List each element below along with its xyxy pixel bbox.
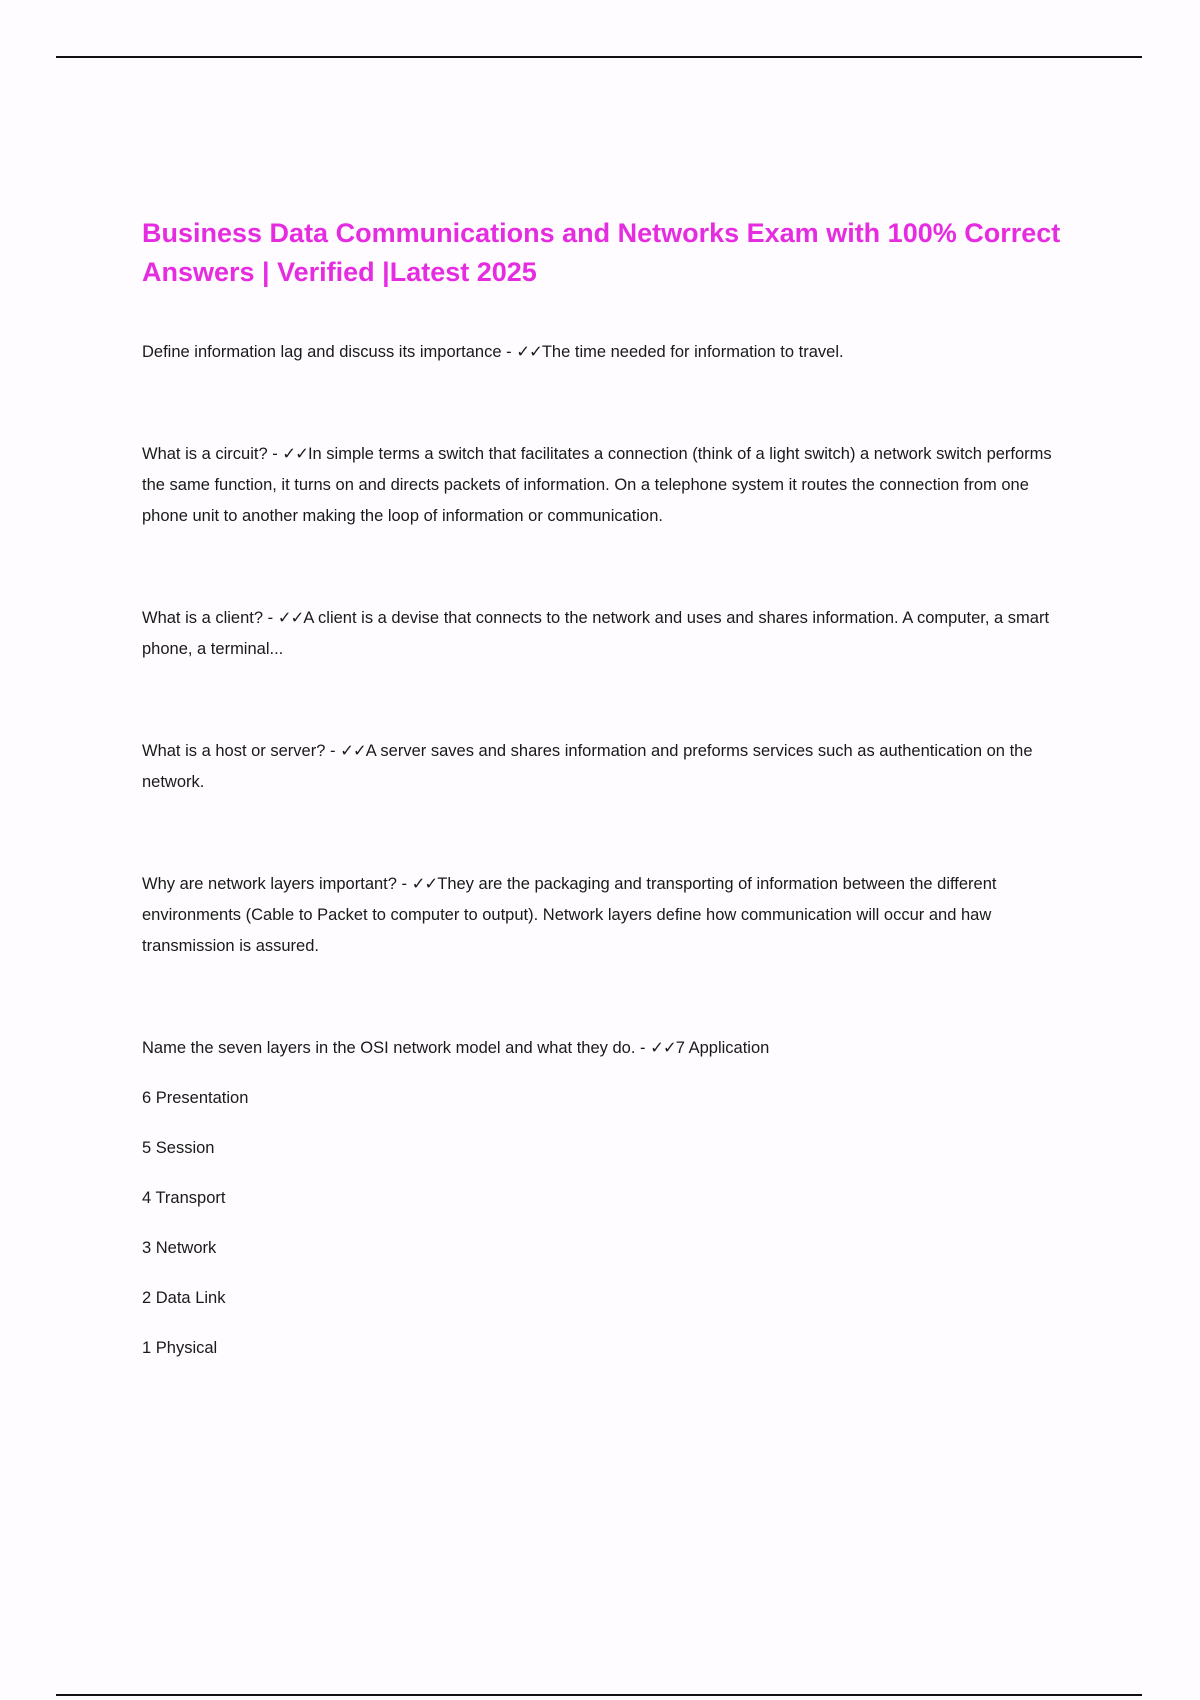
checkmark-icon: ✓✓ xyxy=(277,609,304,627)
question-text: Define information lag and discuss its importance - xyxy=(142,343,517,361)
qa-item-client xyxy=(142,603,1062,665)
bottom-rule xyxy=(56,1694,1142,1696)
question-text: Name the seven layers in the OSI network model and what they do. - xyxy=(142,1039,651,1057)
question-text: Why are network layers important? - xyxy=(142,875,412,893)
osi-layer-item: 4 Transport xyxy=(142,1189,226,1207)
qa-item-information-lag xyxy=(142,337,1062,368)
osi-layer-item: 3 Network xyxy=(142,1239,217,1257)
qa-item-osi-layers xyxy=(142,1033,1062,1064)
answer-text: 7 Application xyxy=(675,1039,770,1057)
answer-text: They are the packaging and transporting of information between the different environments (Cable to Packet to computer to output). Network layers define how communication will occur and haw transmission is assured. xyxy=(142,875,997,955)
osi-layer-item: 1 Physical xyxy=(142,1339,218,1357)
answer-text: A client is a devise that connects to the network and uses and shares information. A computer, a smart phone, a terminal... xyxy=(142,609,1050,658)
top-rule xyxy=(56,56,1142,58)
question-text: What is a host or server? - xyxy=(142,742,341,760)
document-title: Business Data Communications and Networks Exam with 100% Correct Answers | Verified |Latest 2025 xyxy=(142,218,1061,287)
answer-text: A server saves and shares information and preforms services such as authentication on the network. xyxy=(142,742,1033,791)
question-text: What is a circuit? - xyxy=(142,445,283,463)
osi-layer-item: 2 Data Link xyxy=(142,1289,226,1307)
checkmark-icon: ✓✓ xyxy=(411,875,438,893)
checkmark-icon: ✓✓ xyxy=(650,1039,676,1057)
document-body xyxy=(142,214,1062,1383)
checkmark-icon: ✓✓ xyxy=(340,742,366,760)
question-text: What is a client? - xyxy=(142,609,278,627)
osi-layer-list xyxy=(142,1083,1062,1364)
checkmark-icon: ✓✓ xyxy=(282,445,308,463)
qa-item-network-layers xyxy=(142,869,1062,962)
qa-item-host-server xyxy=(142,736,1062,798)
osi-layer-item: 5 Session xyxy=(142,1139,215,1157)
osi-layer-item: 6 Presentation xyxy=(142,1089,249,1107)
answer-text: In simple terms a switch that facilitates a connection (think of a light switch) a network switch performs the same function, it turns on and directs packets of information. On a telephone system it routes the connection from one phone unit to another making the loop of information or communication. xyxy=(142,445,1052,525)
qa-item-circuit xyxy=(142,439,1062,532)
checkmark-icon: ✓✓ xyxy=(516,343,542,361)
answer-text: The time needed for information to travel. xyxy=(541,343,844,361)
